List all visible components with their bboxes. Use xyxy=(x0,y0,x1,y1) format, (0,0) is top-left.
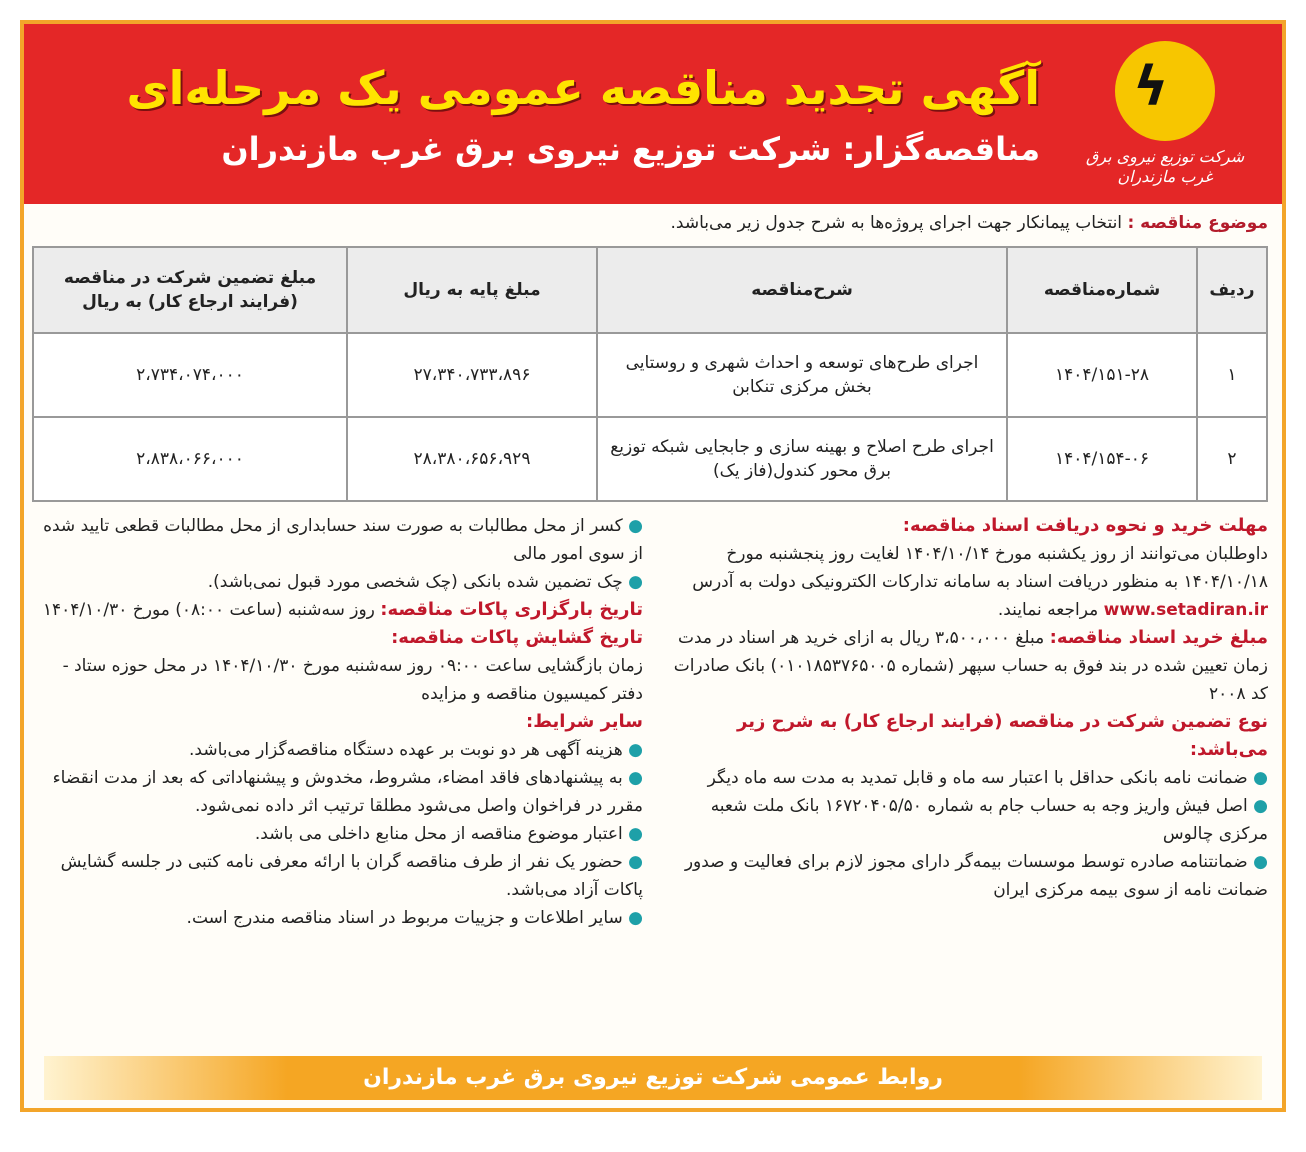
section-heading: نوع تضمین شرکت در مناقصه (فرایند ارجاع کار) به شرح زیر می‌باشد: xyxy=(737,711,1268,760)
cell: ۱۴۰۴/۱۵۱-۲۸ xyxy=(1007,333,1197,417)
paragraph xyxy=(663,624,1268,708)
section-heading: مهلت خرید و نحوه دریافت اسناد مناقصه: xyxy=(902,515,1268,536)
list-item: ● ضمانتنامه صادره توسط موسسات بیمه‌گر دارای مجوز لازم برای فعالیت و صدور ضمانت نامه از سوی بیمه مرکزی ایران xyxy=(663,848,1268,904)
cell: ۲۸،۳۸۰،۶۵۶،۹۲۹ xyxy=(347,417,597,501)
text: مراجعه نمایند. xyxy=(997,600,1099,620)
cell: ۲،۸۳۸،۰۶۶،۰۰۰ xyxy=(33,417,347,501)
cell: ۱ xyxy=(1197,333,1267,417)
list-item: ● ضمانت نامه بانکی حداقل با اعتبار سه ماه و قابل تمدید به مدت سه ماه دیگر xyxy=(663,764,1268,792)
table-row xyxy=(33,333,1267,417)
col-header: مبلغ پایه به ریال xyxy=(347,247,597,333)
logo-text: شرکت توزیع نیروی برق غرب مازندران xyxy=(1085,147,1245,186)
header-text xyxy=(46,58,1040,170)
table-header xyxy=(33,247,1267,333)
cell: ۲،۷۳۴،۰۷۴،۰۰۰ xyxy=(33,333,347,417)
section-heading: سایر شرایط: xyxy=(526,711,643,732)
list-item: ● کسر از محل مطالبات به صورت سند حسابداری از محل مطالبات قطعی تایید شده از سوی امور مالی xyxy=(38,512,643,568)
paragraph xyxy=(663,540,1268,624)
tender-table xyxy=(32,246,1268,502)
setadiran-link[interactable]: www.setadiran.ir xyxy=(1103,600,1268,620)
list-item: ● اعتبار موضوع مناقصه از محل منابع داخلی می باشد. xyxy=(38,820,643,848)
list-item: ● اصل فیش واریز وجه به حساب جام به شماره ۱۶۷۲۰۴۰۵/۵۰ بانک ملت شعبه مرکزی چالوس xyxy=(663,792,1268,848)
subject xyxy=(24,204,1282,242)
section-heading: تاریخ گشایش پاکات مناقصه: xyxy=(391,627,643,648)
subject-label: موضوع مناقصه : xyxy=(1127,213,1268,233)
table-row xyxy=(33,417,1267,501)
text: مبلغ ۳،۵۰۰،۰۰۰ ریال به ازای خرید هر اسناد در مدت زمان تعیین شده در بند فوق به حساب سپهر (شماره ۰۱۰۱۸۵۳۷۶۵۰۰۵) بانک صادرات کد ۲۰۰۸ xyxy=(673,628,1268,704)
right-column xyxy=(663,512,1268,1042)
left-column xyxy=(38,512,643,1042)
section-heading: مبلغ خرید اسناد مناقصه: xyxy=(1049,627,1268,648)
cell: ۱۴۰۴/۱۵۴-۰۶ xyxy=(1007,417,1197,501)
col-header: مبلغ تضمین شرکت در مناقصه (فرایند ارجاع کار) به ریال xyxy=(33,247,347,333)
text: داوطلبان می‌توانند از روز یکشنبه مورخ ۱۴۰۴/۱۰/۱۴ لغایت روز پنجشنبه مورخ ۱۴۰۴/۱۰/۱۸ به منظور دریافت اسناد به سامانه تدارکات الکترونیکی دولت به آدرس xyxy=(692,544,1268,592)
ad-subtitle: مناقصه‌گزار: شرکت توزیع نیروی برق غرب مازندران xyxy=(221,130,1040,168)
power-logo-icon: ϟ xyxy=(1115,41,1215,141)
col-header: شماره‌مناقصه xyxy=(1007,247,1197,333)
paragraph: زمان بازگشایی ساعت ۰۹:۰۰ روز سه‌شنبه مورخ ۱۴۰۴/۱۰/۳۰ در محل حوزه ستاد - دفتر کمیسیون مناقصه و مزایده xyxy=(62,656,643,704)
cell: ۲ xyxy=(1197,417,1267,501)
section-heading: تاریخ بارگزاری پاکات مناقصه: xyxy=(380,599,643,620)
company-logo xyxy=(1070,41,1260,187)
ad-title: آگهی تجدید مناقصه عمومی یک مرحله‌ای xyxy=(126,61,1040,115)
list-item: ● حضور یک نفر از طرف مناقصه گران با ارائه معرفی نامه کتبی در جلسه گشایش پاکات آزاد می‌باشد. xyxy=(38,848,643,904)
cell: اجرای طرح‌های توسعه و احداث شهری و روستایی بخش مرکزی تنکابن xyxy=(597,333,1007,417)
list-item: ● چک تضمین شده بانکی (چک شخصی مورد قبول نمی‌باشد). xyxy=(38,568,643,596)
text: روز سه‌شنبه (ساعت ۰۸:۰۰) مورخ ۱۴۰۴/۱۰/۳۰ xyxy=(42,600,375,620)
paragraph xyxy=(38,596,643,624)
col-header: شرح‌مناقصه xyxy=(597,247,1007,333)
list-item: ● به پیشنهادهای فاقد امضاء، مشروط، مخدوش و پیشنهاداتی که بعد از مدت انقضاء مقرر در فراخوان واصل می‌شود مطلقا ترتیب اثر داده نمی‌شود. xyxy=(38,764,643,820)
list-item: ● هزینه آگهی هر دو نوبت بر عهده دستگاه مناقصه‌گزار می‌باشد. xyxy=(38,736,643,764)
cell: ۲۷،۳۴۰،۷۳۳،۸۹۶ xyxy=(347,333,597,417)
tender-ad xyxy=(20,20,1286,1112)
subject-text: انتخاب پیمانکار جهت اجرای پروژه‌ها به شرح جدول زیر می‌باشد. xyxy=(670,213,1123,233)
ad-header xyxy=(24,24,1282,204)
list-item: ● سایر اطلاعات و جزییات مربوط در اسناد مناقصه مندرج است. xyxy=(38,904,643,932)
cell: اجرای طرح اصلاح و بهینه سازی و جابجایی شبکه توزیع برق محور کندول(فاز یک) xyxy=(597,417,1007,501)
footer-banner: روابط عمومی شرکت توزیع نیروی برق غرب مازندران xyxy=(44,1056,1262,1100)
col-header: ردیف xyxy=(1197,247,1267,333)
